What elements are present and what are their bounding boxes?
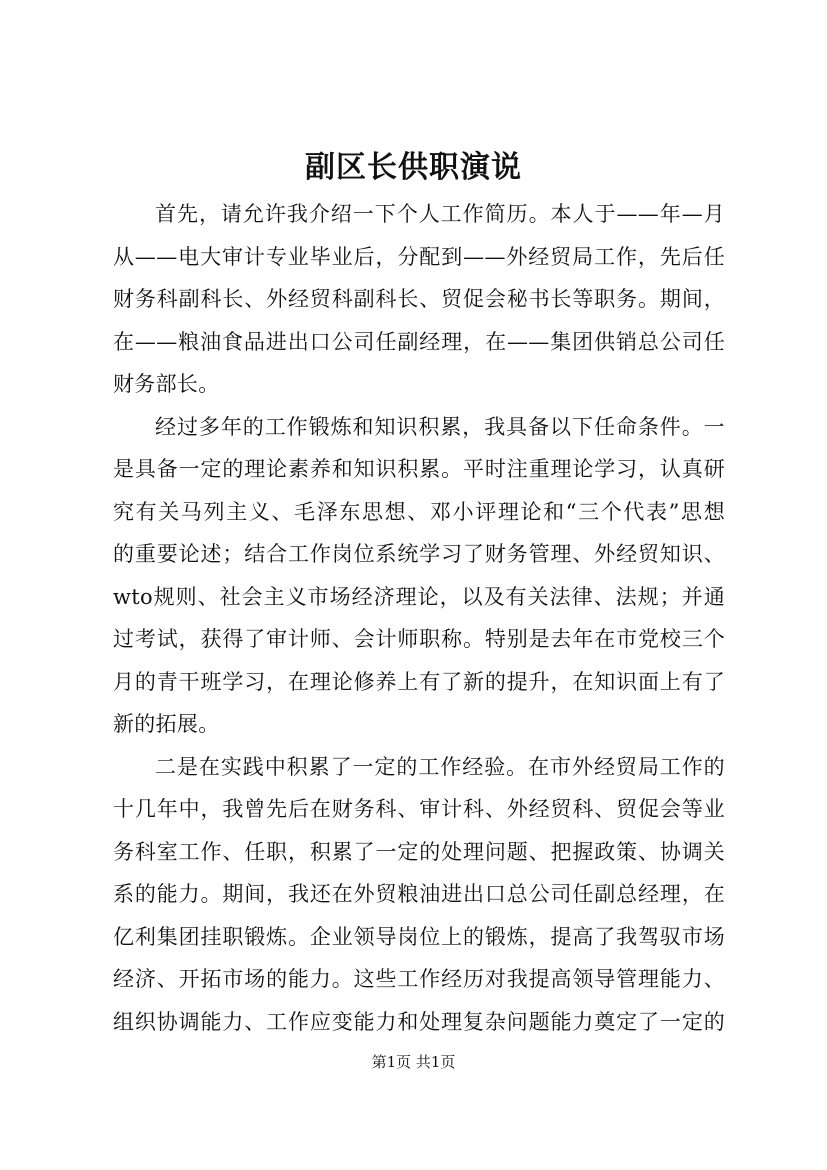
paragraph-line: 从——电大审计专业毕业后，分配到——外经贸局工作，先后任 [113,244,725,269]
page-footer: 第1页 共1页 [371,1053,456,1071]
paragraph-line: 财务科副科长、外经贸科副科长、贸促会秘书长等职务。期间， [113,287,725,311]
paragraph-line: 究有关马列主义、毛泽东思想、邓小评理论和“三个代表”思想 [113,499,725,524]
paragraph-line: 系的能力。期间，我还在外贸粮油进出口总公司任副总经理，在 [113,882,725,906]
paragraph-line: 月的青干班学习，在理论修养上有了新的提升，在知识面上有了 [113,669,725,694]
paragraph-line: wto规则、社会主义市场经济理论，以及有关法律、法规；并通 [113,584,725,609]
paragraph-line: 首先，请允许我介绍一下个人工作简历。本人于——年—月 [155,202,725,226]
paragraph-line: 二是在实践中积累了一定的工作经验。在市外经贸局工作的 [155,754,725,779]
paragraph-line: 新的拓展。 [113,712,220,736]
paragraph-line: 的重要论述；结合工作岗位系统学习了财务管理、外经贸知识、 [113,542,725,566]
document-body [113,193,725,1043]
document-title: 副区长供职演说 [305,150,522,185]
paragraph-line: 亿利集团挂职锻炼。企业领导岗位上的锻炼，提高了我驾驭市场 [113,924,725,949]
paragraph-line: 十几年中，我曾先后在财务科、审计科、外经贸科、贸促会等业 [113,797,725,821]
paragraph-line: 财务部长。 [113,372,220,396]
paragraph-line: 在——粮油食品进出口公司任副经理，在——集团供销总公司任 [113,329,725,354]
paragraph-line: 经过多年的工作锻炼和知识积累，我具备以下任命条件。一 [155,414,725,439]
paragraph-line: 务科室工作、任职，积累了一定的处理问题、把握政策、协调关 [113,839,725,864]
paragraph-line: 组织协调能力、工作应变能力和处理复杂问题能力奠定了一定的 [113,1009,725,1034]
paragraph-line: 经济、开拓市场的能力。这些工作经历对我提高领导管理能力、 [113,967,725,991]
paragraph-line: 过考试，获得了审计师、会计师职称。特别是去年在市党校三个 [113,627,725,651]
paragraph-line: 是具备一定的理论素养和知识积累。平时注重理论学习，认真研 [113,457,725,481]
